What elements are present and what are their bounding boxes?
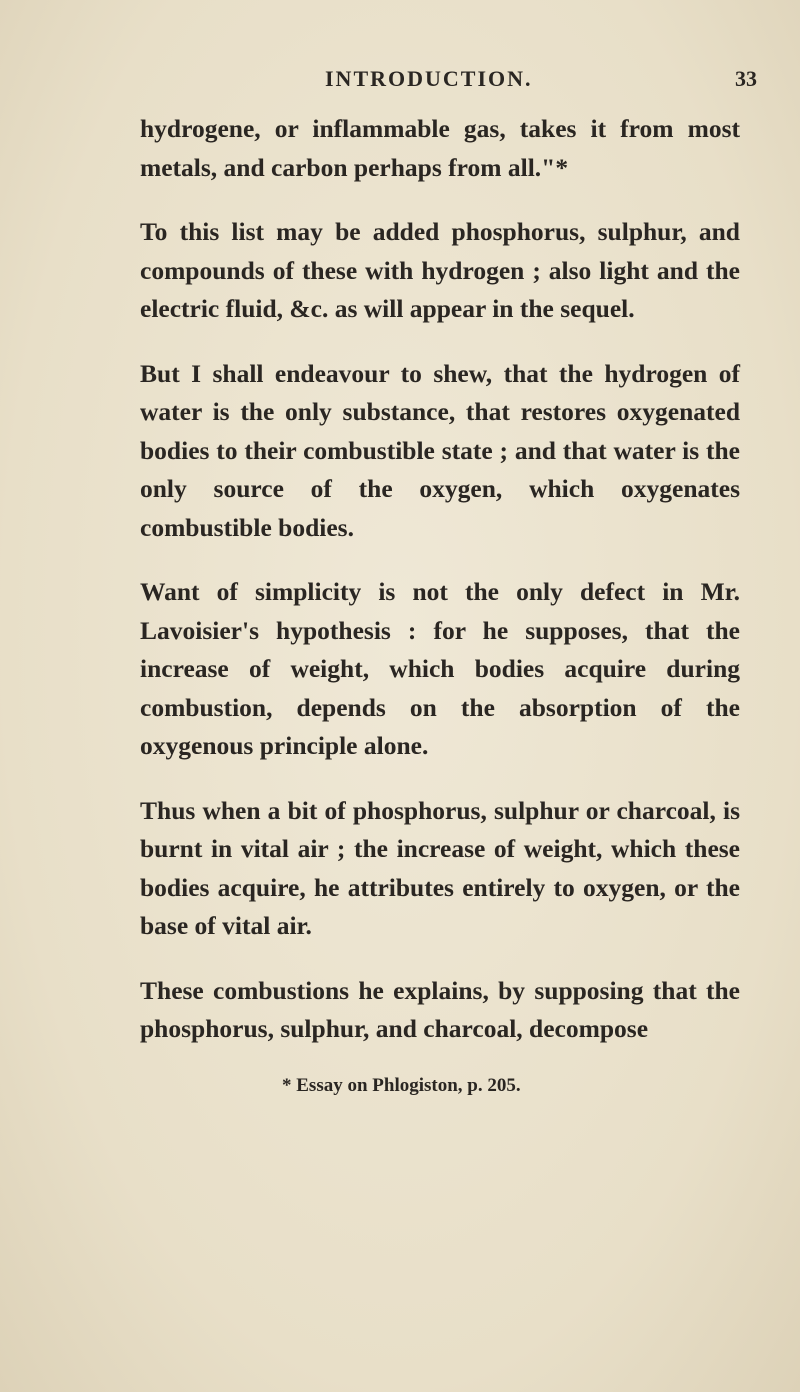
- page-number: 33: [735, 66, 757, 91]
- paragraph-phosphorus-example: Thus when a bit of phosphorus, sulphur or charcoal, is burnt in vital air ; the increase of weight, which these bodies acquire, he attributes entirely to oxygen, or the base of vital air.: [140, 795, 740, 940]
- paragraph-want-of-simplicity: Want of simplicity is not the only defect in Mr. Lavoisier's hypothesis : for he supposes, that the increase of weight, which bodies acquire during combustion, depends on the absorption of the oxygenous principle alone.: [140, 577, 740, 760]
- running-title: INTRODUCTION.: [325, 66, 533, 91]
- paragraph-list-addition: To this list may be added phosphorus, sulphur, and compounds of these with hydrogen ; also light and the electric fluid, &c. as will appear in the sequel.: [140, 217, 740, 323]
- paragraph-hydrogen-of-water: But I shall endeavour to shew, that the hydrogen of water is the only substance, that restores oxygenated bodies to their combustible state ; and that water is the only source of the oxygen, which oxygenates combustible bodies.: [140, 358, 740, 542]
- running-head: [0, 66, 800, 96]
- paragraph-continuation: hydrogene, or inflammable gas, takes it from most metals, and carbon perhaps from all."*: [140, 114, 740, 182]
- paragraph-combustions: These combustions he explains, by supposing that the phosphorus, sulphur, and charcoal, decompose: [140, 975, 740, 1043]
- body-text: [140, 110, 740, 1075]
- footnote: * Essay on Phlogiston, p. 205.: [282, 1075, 521, 1096]
